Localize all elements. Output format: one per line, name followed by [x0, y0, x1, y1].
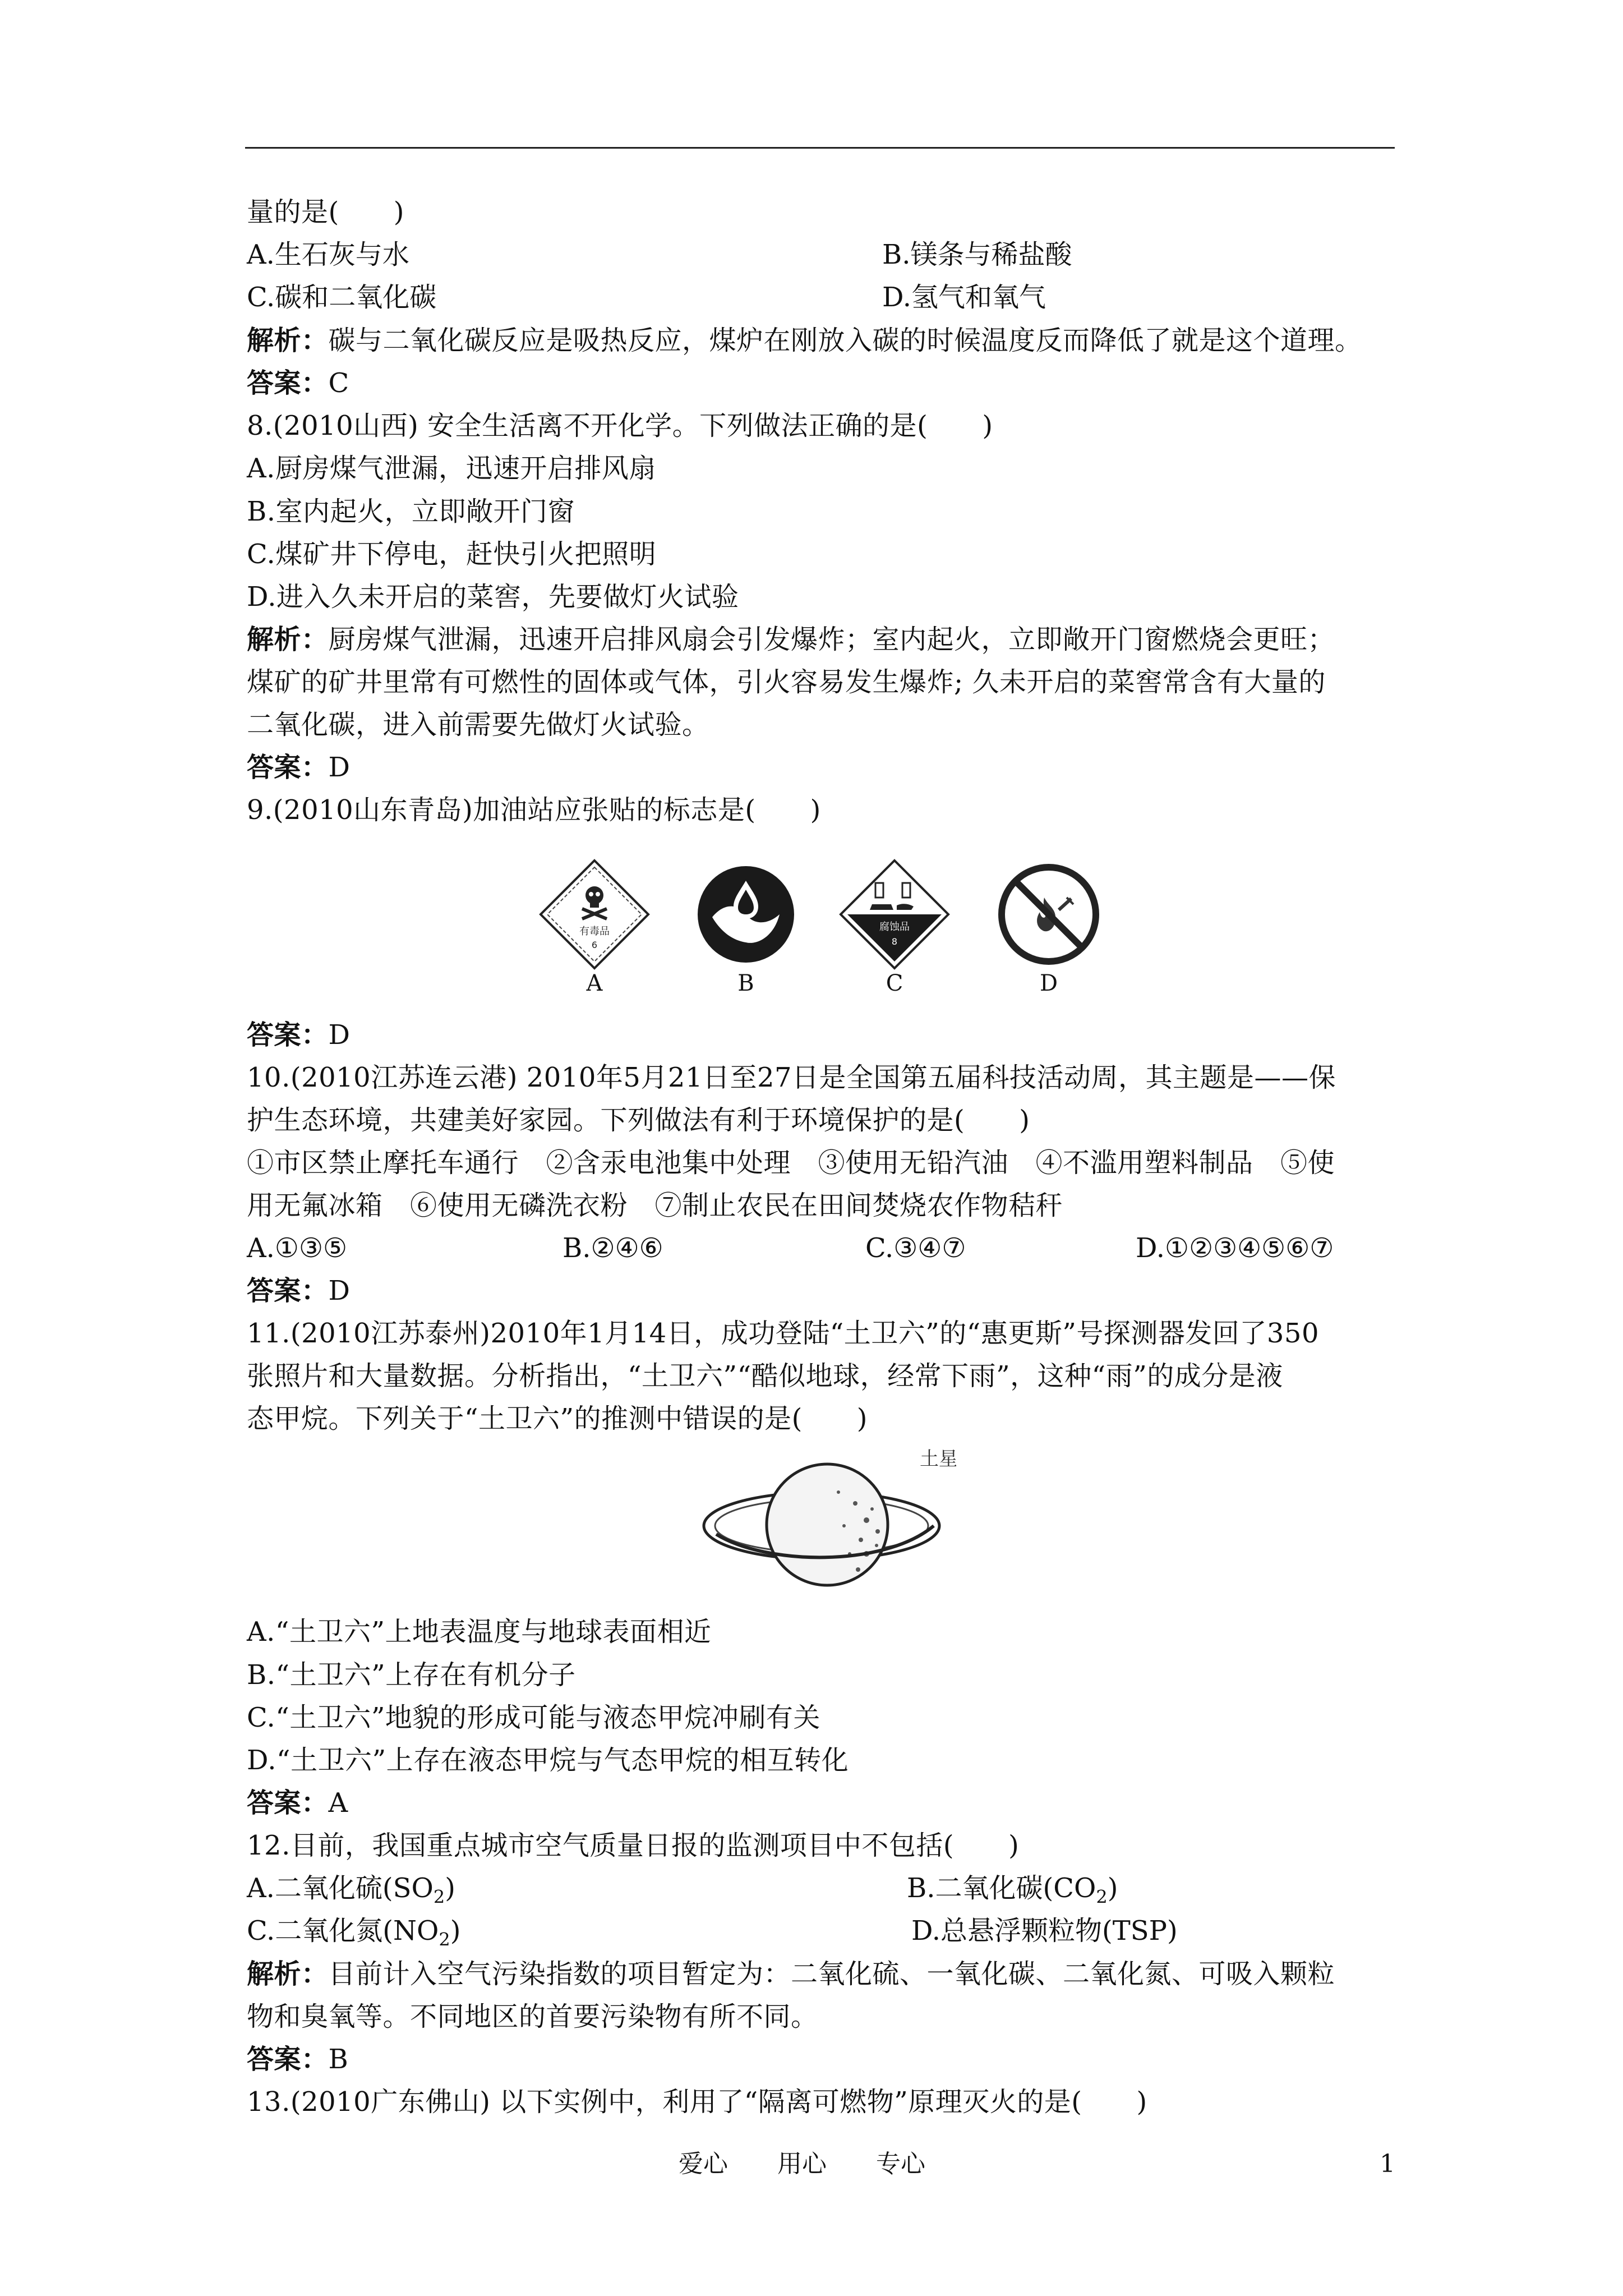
saturn-figure	[698, 1442, 956, 1610]
sign-a-text: 有毒品	[579, 926, 610, 937]
q10-stem-line-1: 10.(2010江苏连云港) 2010年5月21日至27日是全国第五届科技活动周，其主题是——保	[247, 1062, 1336, 1093]
q8-answer	[247, 751, 351, 784]
answer-value: A	[328, 1787, 348, 1819]
q12-stem: 12.目前，我国重点城市空气质量日报的监测项目中不包括( )	[247, 1830, 1020, 1861]
q10-option-a: A.①③⑤	[247, 1232, 348, 1264]
q8-stem: 8.(2010山西) 安全生活离不开化学。下列做法正确的是( )	[247, 410, 993, 441]
q13-stem: 13.(2010广东佛山) 以下实例中，利用了“隔离可燃物”原理灭火的是( )	[247, 2086, 1147, 2118]
corrosive-diamond-icon	[838, 858, 951, 970]
q10-option-b: B.②④⑥	[562, 1232, 663, 1264]
explanation-text: 目前计入空气污染指数的项目暂定为：二氧化硫、一氧化碳、二氧化氮、可吸入颗粒	[328, 1958, 1335, 1990]
page-number: 1	[1380, 2150, 1395, 2178]
sign-a-class: 6	[591, 940, 598, 950]
explanation-label: 解析：	[247, 325, 329, 356]
q10-items-line-1: ①市区禁止摩托车通行 ②含汞电池集中处理 ③使用无铅汽油 ④不滥用塑料制品 ⑤使	[247, 1147, 1335, 1179]
q12-option-c-subscript: 2	[439, 1929, 450, 1950]
answer-label: 答案：	[247, 2044, 329, 2075]
sign-b-label: B	[737, 970, 754, 996]
q10-option-c: C.③④⑦	[865, 1232, 966, 1264]
q12-option-b-subscript: 2	[1096, 1886, 1108, 1908]
q12-option-c	[247, 1914, 460, 1957]
answer-value: C	[328, 367, 349, 399]
q10-stem-line-2: 护生态环境，共建美好家园。下列做法有利于环境保护的是( )	[247, 1105, 1030, 1136]
answer-label: 答案：	[247, 367, 329, 399]
sign-c-text: 腐蚀品	[879, 921, 910, 933]
q12-option-d: D.总悬浮颗粒物(TSP)	[911, 1915, 1178, 1947]
q12-option-b-text: B.二氧化碳(CO	[907, 1872, 1096, 1904]
q8-explanation-line-1	[247, 623, 1335, 656]
q7-option-a: A.生石灰与水	[247, 239, 409, 270]
q8-option-a: A.厨房煤气泄漏，迅速开启排风扇	[247, 453, 656, 484]
q9-stem: 9.(2010山东青岛)加油站应张贴的标志是( )	[247, 794, 821, 826]
q10-answer	[247, 1274, 351, 1308]
explanation-text: 碳与二氧化碳反应是吸热反应，煤炉在刚放入碳的时候温度反而降低了就是这个道理。	[328, 325, 1362, 356]
q11-option-a: A.“土卫六”上地表温度与地球表面相近	[247, 1616, 712, 1648]
q11-stem-line-2: 张照片和大量数据。分析指出，“土卫六”“酷似地球，经常下雨”，这种“雨”的成分是液	[247, 1360, 1283, 1392]
footer-motto: 爱心 用心 专心	[679, 2150, 925, 2178]
q12-option-c-close: )	[450, 1915, 461, 1947]
answer-label: 答案：	[247, 752, 329, 783]
q12-option-b-close: )	[1107, 1872, 1118, 1904]
sign-c	[838, 858, 951, 1010]
answer-label: 答案：	[247, 1275, 329, 1306]
q12-option-a-subscript: 2	[433, 1886, 445, 1908]
sign-c-class: 8	[891, 936, 898, 947]
q8-option-c: C.煤矿井下停电，赶快引火把照明	[247, 539, 657, 570]
q11-option-d: D.“土卫六”上存在液态甲烷与气态甲烷的相互转化	[247, 1745, 849, 1776]
q7-explanation	[247, 324, 1362, 357]
q11-option-b: B.“土卫六”上存在有机分子	[247, 1659, 576, 1691]
q12-explanation-line-2: 物和臭氧等。不同地区的首要污染物有所不同。	[247, 2001, 818, 2032]
q7-option-b: B.镁条与稀盐酸	[882, 239, 1072, 270]
explanation-label: 解析：	[247, 1958, 329, 1990]
q7-option-c: C.碳和二氧化碳	[247, 282, 437, 313]
q8-explanation-line-3: 二氧化碳，进入前需要先做灯火试验。	[247, 709, 709, 740]
hazard-signs-figure	[538, 858, 1105, 1010]
answer-value: B	[328, 2044, 349, 2075]
sign-c-label: C	[886, 970, 903, 996]
sign-d-label: D	[1039, 970, 1058, 996]
q11-answer	[247, 1786, 348, 1820]
q8-option-d: D.进入久未开启的菜窖，先要做灯火试验	[247, 581, 739, 613]
q12-option-b	[907, 1871, 1118, 1914]
q7-answer	[247, 366, 349, 400]
q7-option-d: D.氢气和氧气	[882, 282, 1046, 313]
answer-value: D	[328, 752, 351, 783]
answer-value: D	[328, 1019, 351, 1051]
q7-stem-tail: 量的是( )	[247, 196, 404, 228]
q12-explanation-line-1	[247, 1957, 1335, 1991]
q8-option-b: B.室内起火，立即敞开门窗	[247, 496, 575, 527]
q10-option-d: D.①②③④⑤⑥⑦	[1136, 1232, 1334, 1264]
saturn-label: 土星	[920, 1448, 956, 1470]
q8-explanation-line-2: 煤矿的矿井里常有可燃性的固体或气体，引火容易发生爆炸; 久未开启的菜窖常含有大量的	[247, 666, 1326, 698]
no-fire-prohibition-icon	[993, 858, 1105, 970]
q12-option-c-text: C.二氧化氮(NO	[247, 1915, 439, 1947]
sign-a	[538, 858, 651, 1010]
sign-a-label: A	[586, 970, 603, 996]
q12-option-a-text: A.二氧化硫(SO	[247, 1872, 434, 1904]
q11-stem-line-3: 态甲烷。下列关于“土卫六”的推测中错误的是( )	[247, 1403, 868, 1434]
q11-stem-line-1: 11.(2010江苏泰州)2010年1月14日，成功登陆“土卫六”的“惠更斯”号探测器发回了350	[247, 1318, 1319, 1349]
header-rule	[245, 147, 1395, 149]
answer-label: 答案：	[247, 1787, 329, 1819]
q12-option-a-close: )	[445, 1872, 455, 1904]
explanation-label: 解析：	[247, 624, 329, 655]
q12-answer	[247, 2042, 348, 2076]
q12-option-a	[247, 1871, 455, 1914]
q9-answer	[247, 1018, 351, 1052]
q11-option-c: C.“土卫六”地貌的形成可能与液态甲烷冲刷有关	[247, 1702, 820, 1733]
saturn-icon	[698, 1442, 956, 1610]
sign-d	[993, 858, 1105, 1010]
water-drop-circle-icon	[690, 858, 802, 970]
answer-label: 答案：	[247, 1019, 329, 1051]
sign-b	[690, 858, 802, 1010]
answer-value: D	[328, 1275, 351, 1306]
q10-items-line-2: 用无氟冰箱 ⑥使用无磷洗衣粉 ⑦制止农民在田间焚烧农作物秸秆	[247, 1190, 1063, 1221]
explanation-text: 厨房煤气泄漏，迅速开启排风扇会引发爆炸；室内起火，立即敞开门窗燃烧会更旺；	[328, 624, 1335, 655]
toxic-skull-diamond-icon	[538, 858, 651, 970]
